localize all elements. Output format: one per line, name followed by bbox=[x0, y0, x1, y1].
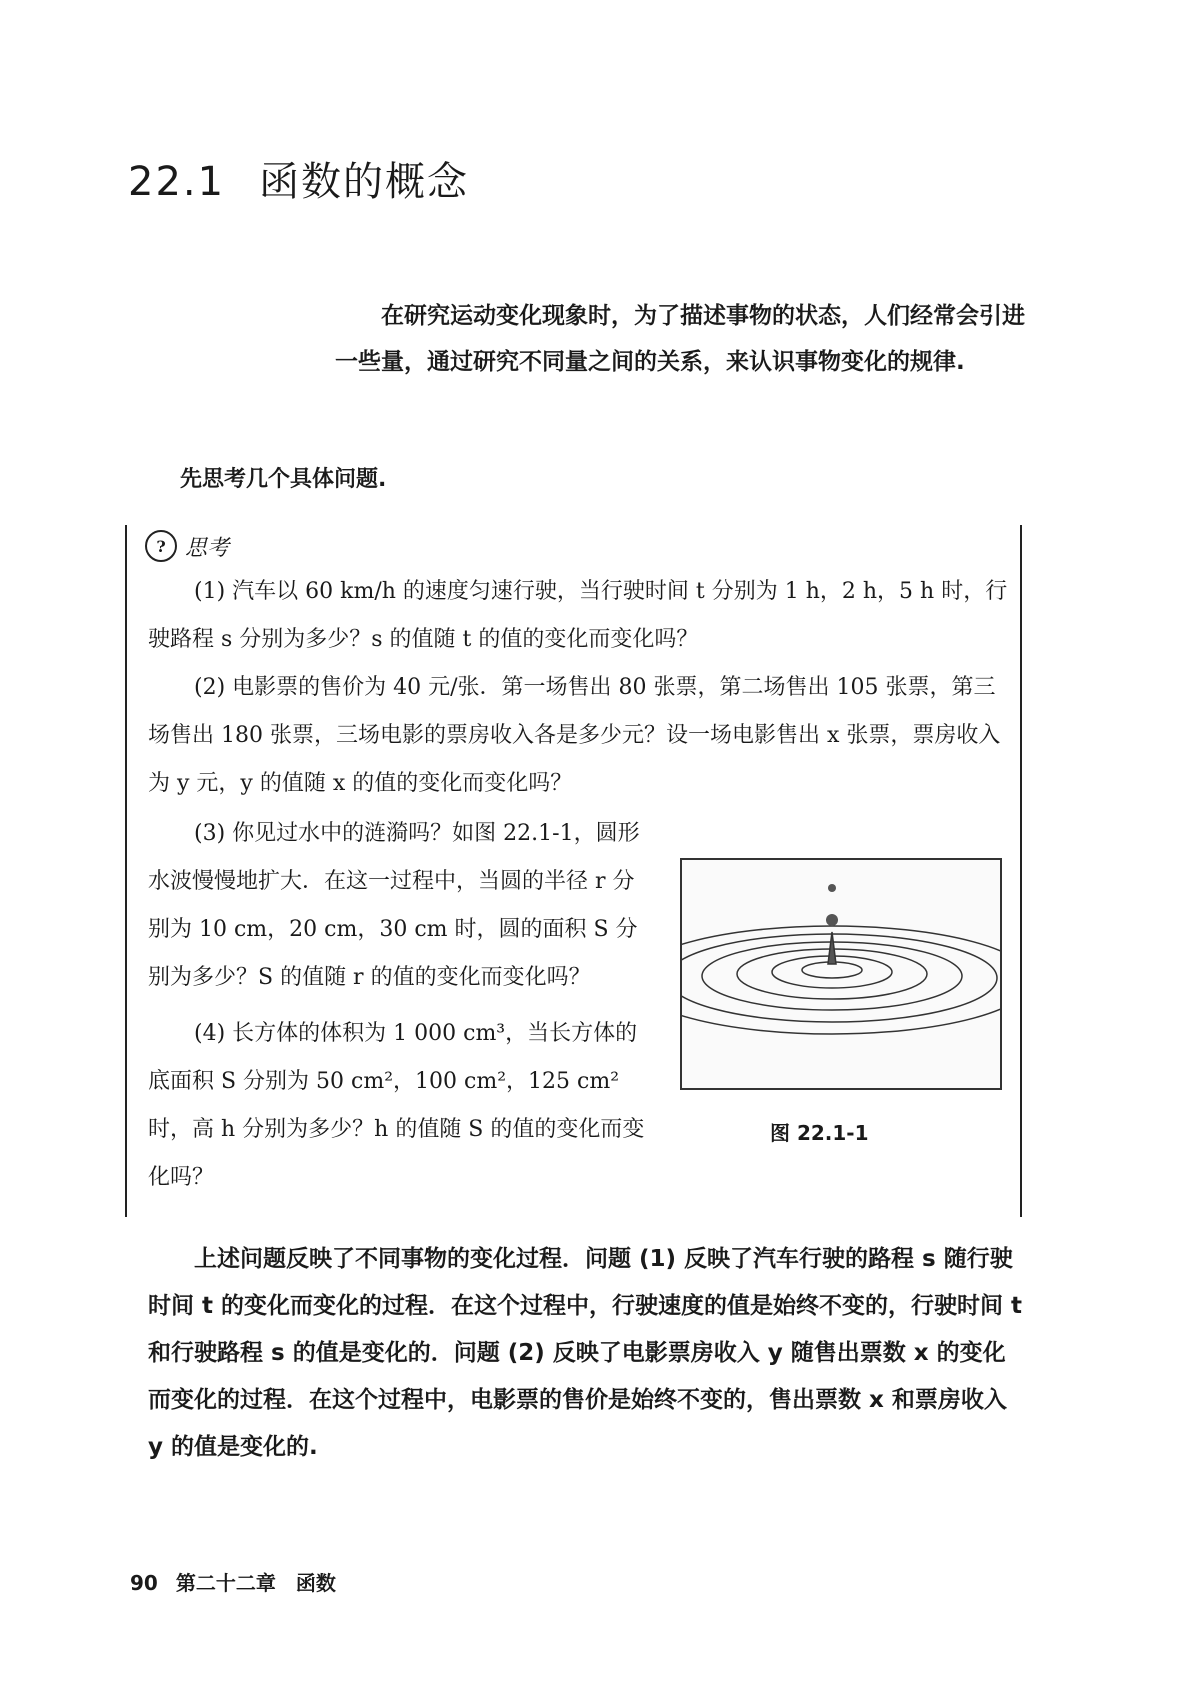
chapter-title: 第二十二章 函数 bbox=[175, 1571, 336, 1595]
page-footer bbox=[130, 1567, 336, 1596]
section-name: 函数的概念 bbox=[259, 159, 470, 205]
question-4 bbox=[148, 1010, 656, 1202]
intro-text: 在研究运动变化现象时，为了描述事物的状态，人们经常会引进一些量，通过研究不同量之间的关系，来认识事物变化的规律. bbox=[335, 303, 1025, 375]
think-header bbox=[145, 530, 229, 562]
lead-sentence: 先思考几个具体问题. bbox=[180, 467, 387, 492]
question-2 bbox=[148, 664, 1008, 808]
water-ripple-image bbox=[682, 860, 1000, 1088]
thinking-icon: ? bbox=[145, 530, 177, 562]
question-2-text: (2) 电影票的售价为 40 元/张．第一场售出 80 张票，第二场售出 105 张票，第三场售出 180 张票，三场电影的票房收入各是多少元？设一场电影售出 x 张票，票房收入为 y 元，y 的值随 x 的值的变化而变化吗？ bbox=[148, 675, 1001, 796]
question-1 bbox=[148, 568, 1008, 664]
figure-caption: 图 22.1-1 bbox=[770, 1121, 869, 1145]
section-number: 22.1 bbox=[128, 159, 226, 205]
think-label: 思考 bbox=[185, 535, 230, 561]
section-title bbox=[128, 150, 469, 207]
question-4-text: (4) 长方体的体积为 1 000 cm³，当长方体的底面积 S 分别为 50 cm²，100 cm²，125 cm² 时，高 h 分别为多少？h 的值随 S 的值的变化而变化吗？ bbox=[148, 1021, 645, 1190]
question-1-text: (1) 汽车以 60 km/h 的速度匀速行驶，当行驶时间 t 分别为 1 h，2 h，5 h 时，行驶路程 s 分别为多少？s 的值随 t 的值的变化而变化吗？ bbox=[148, 579, 1008, 652]
summary-paragraph bbox=[148, 1236, 1028, 1471]
page-number: 90 bbox=[130, 1571, 158, 1595]
question-3-text: (3) 你见过水中的涟漪吗？如图 22.1-1，圆形水波慢慢地扩大．在这一过程中，当圆的半径 r 分别为 10 cm，20 cm，30 cm 时，圆的面积 S 分别为多少？S 的值随 r 的值的变化而变化吗？ bbox=[148, 821, 640, 990]
ripple-figure bbox=[680, 858, 1002, 1090]
intro-paragraph bbox=[335, 293, 1030, 385]
question-3 bbox=[148, 810, 656, 1002]
summary-text: 上述问题反映了不同事物的变化过程．问题 (1) 反映了汽车行驶的路程 s 随行驶时间 t 的变化而变化的过程．在这个过程中，行驶速度的值是始终不变的，行驶时间 t 和行驶路程 s 的值是变化的．问题 (2) 反映了电影票房收入 y 随售出票数 x 的变化而变化的过程．在这个过程中，电影票的售价是始终不变的，售出票数 x 和票房收入 y 的值是变化的. bbox=[148, 1246, 1023, 1460]
